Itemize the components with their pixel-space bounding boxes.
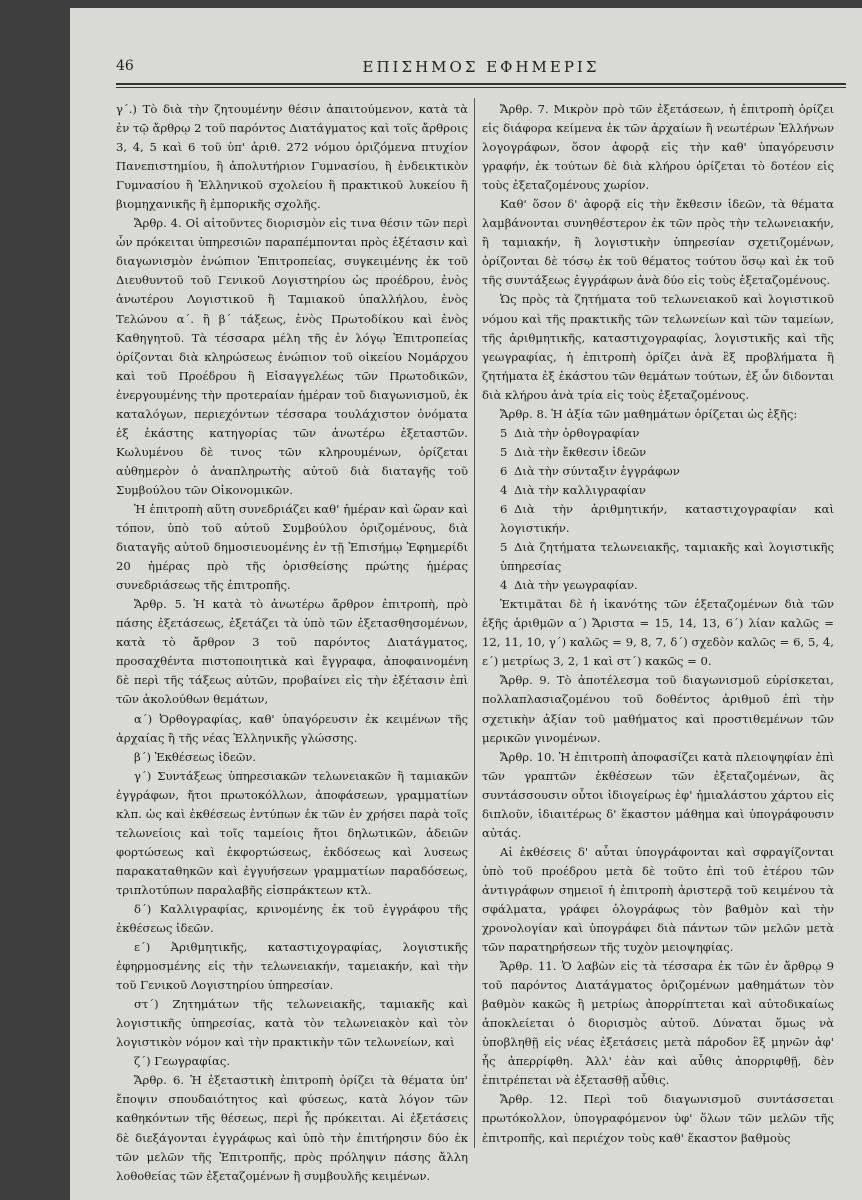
paragraph: Ἄρθρ. 7. Μικρὸν πρὸ τῶν ἐξετάσεων, ἡ ἐπιτροπὴ ὁρίζει εἰς διάφορα κείμενα ἐκ τῶν ἀρχαίων ἢ νεωτέρων Ἑλλήνων λογογράφων, ὅσον ἀφορᾷ εἰς τὴν καθ' ὑπαγόρευσιν γραφήν, ἐκ τούτων δὲ διὰ κλήρου ὁρίζεται τὸ δοτέον εἰς τοὺς ἐξεταζομένους χωρίον. <box>482 102 834 193</box>
paragraph: Ἄρθρ. 10. Ἡ ἐπιτροπὴ ἀποφασίζει κατὰ πλειοψηφίαν ἐπὶ τῶν γραπτῶν ἐκθέσεων τῶν ἐξεταζομένων, ἃς συντάσσουσιν οὗτοι ἰδιογείρως ἐφ' ἡμιαλάστου χάρτου εἰς διπλοῦν, ἰδιαιτέρως δ' ἕκαστον μάθημα καὶ ὑπογράφουσιν αὐτάς. <box>482 749 834 840</box>
page-header <box>116 58 846 84</box>
paragraph: Ἄρθρ. 4. Οἱ αἰτοῦντες διορισμὸν εἰς τινα θέσιν τῶν περὶ ὧν πρόκειται ὑπηρεσιῶν παραπέμπονται πρὸς ἐξέτασιν καὶ διαγωνισμὸν ἐνώπιον Ἐπιτροπείας, συγκειμένης ἐκ τοῦ Διευθυντοῦ τοῦ Γενικοῦ Λογιστηρίου ὡς προέδρου, ἑνὸς ἀνωτέρου Λογιστικοῦ ἢ Ταμιακοῦ ὑπαλλήλου, ἑνὸς Τελώνου α΄. ἢ β΄ τάξεως, ἑνὸς Πρωτοδίκου καὶ ἑνὸς Καθηγητοῦ. Τὰ τέσσαρα μέλη τῆς ἐν λόγῳ Ἐπιτροπείας ὁρίζονται διὰ κληρώσεως ἐνώπιον τοῦ οἰκείου Νομάρχου καὶ τοῦ Προέδρου ἢ Εἰσαγγελέως τῶν Πρωτοδικῶν, ἐνεργουμένης τὴν προτεραίαν ἡμέραν τοῦ διαγωνισμοῦ, ἐκ καταλόγων, περιεχόντων τέσσαρα τουλάχιστον ὀνόματα ἐξ ἑκάστης κατηγορίας τῶν ἀνωτέρω ἐξεταστῶν. Κωλυμένου δὲ τινος τῶν κληρουμένων, ὁρίζεται αὐθημερὸν ὁ ἀναπληρωτὴς αὐτοῦ διὰ διαταγῆς τοῦ Συμβούλου τῶν Οἰκονομικῶν. <box>116 216 468 497</box>
subject-value: 5 <box>500 425 508 440</box>
subject-value: 5 <box>500 444 508 459</box>
list-item <box>482 424 834 443</box>
subject-label: Διὰ τὴν γεωγραφίαν. <box>514 578 638 593</box>
page-number: 46 <box>116 58 134 74</box>
subject-value: 4 <box>500 482 508 497</box>
paragraph: Ἄρθρ. 11. Ὁ λαβὼν εἰς τὰ τέσσαρα ἐκ τῶν ἐν ἄρθρῳ 9 τοῦ παρόντος Διατάγματος ὁριζομένων μαθημάτων τὸν βαθμὸν κακῶς ἢ μετρίως ἀπορρίπτεται καὶ αὐτοδικαίως ἀποκλείεται ὁ διορισμὸς αὐτοῦ. Δύναται ὅμως νὰ ὑποβληθῇ εἰς νέας ἐξετάσεις μετὰ πάροδον ἓξ μηνῶν ἀφ' ἧς ἀπερρίφθη. Ἀλλ' ἐὰν καὶ αὖθις ἀπορριφθῇ, δὲν ἐπιτρέπεται νὰ ἐξετασθῇ αὖθις. <box>482 959 834 1088</box>
list-item <box>482 500 834 538</box>
list-item <box>482 538 834 576</box>
paragraph: Ἄρθρ. 12. Περὶ τοῦ διαγωνισμοῦ συντάσσεται πρωτόκολλον, ὑπογραφόμενον ὑφ' ὅλων τῶν μελῶν τῆς ἐπιτροπῆς, καὶ περιέχον τοὺς καθ' ἕκαστον βαθμοὺς <box>482 1092 834 1145</box>
paragraph: γ΄.) Τὸ διὰ τὴν ζητουμένην θέσιν ἀπαιτούμενον, κατὰ τὰ ἐν τῷ ἄρθρῳ 2 τοῦ παρόντος Διατάγματος καὶ τοῖς ἄρθροις 3, 4, 5 καὶ 6 τοῦ ὑπ' ἀριθ. 272 νόμου ὁριζόμενα πτυχίον Πανεπιστημίου, ἢ ἀπολυτήριον Γυμνασίου, ἢ ἐνδεικτικὸν Γυμνασίου ἢ Ἑλληνικοῦ σχολείου ἢ πρακτικοῦ λυκείου ἢ βιομηχανικῆς ἢ ἐμπορικῆς σχολῆς. <box>116 102 468 212</box>
page-sheet <box>70 8 862 1200</box>
paragraph: α΄) Ὀρθογραφίας, καθ' ὑπαγόρευσιν ἐκ κειμένων τῆς ἀρχαίας ἢ τῆς νέας Ἑλληνικῆς γλώσσης. <box>116 711 468 745</box>
header-rule <box>116 83 846 88</box>
subject-value: 6 <box>500 463 508 478</box>
paragraph: Ἄρθρ. 9. Τὸ ἀποτέλεσμα τοῦ διαγωνισμοῦ εὑρίσκεται, πολλαπλασιαζομένου τοῦ δοθέντος ἀριθμοῦ ἐπὶ τὴν σχετικὴν ἀξίαν τοῦ μαθήματος καὶ προστιθεμένων τῶν μερικῶν γινομένων. <box>482 673 834 745</box>
list-item <box>482 462 834 481</box>
paragraph: Ἄρθρ. 6. Ἡ ἐξεταστικὴ ἐπιτροπὴ ὁρίζει τὰ θέματα ὑπ' ἔποψιν σπουδαιότητος καὶ φύσεως, κατὰ λόγον τῶν καθηκόντων τῆς θέσεως, περὶ ἧς πρόκειται. Αἱ ἐξετάσεις δὲ διεξάγονται ἐγγράφως καὶ ὑπὸ τὴν ἐπιτήρησιν δύο ἐκ τῶν μελῶν τῆς Ἐπιτροπῆς, πρὸς πρόληψιν πάσης ἄλλη λοθοθείας τῶν ἐξεταζομένων ἢ συμβουλῆς κειμένων. <box>116 1073 468 1183</box>
subject-label: Διὰ τὴν ἔκθεσιν ἰδεῶν <box>514 444 647 459</box>
subject-label: Διὰ τὴν σύνταξιν ἐγγράφων <box>514 463 680 478</box>
left-column <box>116 100 468 1186</box>
paragraph: ε΄) Ἀριθμητικῆς, καταστιχογραφίας, λογιστικῆς ἐφηρμοσμένης εἰς τὴν τελωνειακήν, ταμειακήν, καὶ τὴν τοῦ Γενικοῦ Λογιστηρίου ὑπηρεσίαν. <box>116 940 468 993</box>
paragraph: Ἡ ἐπιτροπὴ αὕτη συνεδριάζει καθ' ἡμέραν καὶ ὥραν καὶ τόπον, ὑπὸ τοῦ αὐτοῦ Συμβούλου ὁριζομένους, διὰ διαταγῆς αὐτοῦ δημοσιευομένης ἐν τῇ Ἐπισήμῳ Ἐφημερίδι 20 ἡμέρας πρὸ τῆς ὁρισθείσης πρώτης ἡμέρας συνεδριάσεως τῆς ἐπιτροπῆς. <box>116 501 468 593</box>
paragraph: ζ΄) Γεωγραφίας. <box>134 1054 231 1069</box>
paragraph: δ΄) Καλλιγραφίας, κρινομένης ἐκ τοῦ ἐγγράφου τῆς ἐκθέσεως ἰδεῶν. <box>116 901 468 936</box>
subject-value: 5 <box>500 540 508 555</box>
paragraph: Ἄρθρ. 8. Ἡ ἀξία τῶν μαθημάτων ὁρίζεται ὡς ἑξῆς: <box>500 406 798 421</box>
paragraph: β΄) Ἐκθέσεως ἰδεῶν. <box>134 749 257 764</box>
right-column <box>482 100 834 1148</box>
paragraph: Ἐκτιμᾶται δὲ ἡ ἱκανότης τῶν ἐξεταζομένων διὰ τῶν ἑξῆς ἀριθμῶν α΄) Ἄριστα = 15, 14, 13, 6΄) λίαν καλῶς = 12, 11, 10, γ΄) καλῶς = 9, 8, 7, δ΄) σχεδὸν καλῶς = 6, 5, 4, ε΄) μετρίως 3, 2, 1 καὶ στ΄) κακῶς = 0. <box>482 597 834 669</box>
paragraph: Ἄρθρ. 5. Ἡ κατὰ τὸ ἀνωτέρω ἄρθρον ἐπιτροπὴ, πρὸ πάσης ἐξετάσεως, ἐξετάζει τὰ ὑπὸ τῶν ἐξετασθησομένων, κατὰ τὸ ἄρθρον 3 τοῦ παρόντος Διατάγματος, προσαχθέντα πιστοποιητικὰ καὶ ἔγγραφα, ἀποφαινομένη δὲ περὶ τῆς τάξεως αὐτῶν, προβαίνει εἰς τὴν ἐξέτασιν ἐπὶ τῶν ἀκολούθων θεμάτων, <box>116 597 468 707</box>
subject-label: Διὰ ζητήματα τελωνειακῆς, ταμιακῆς καὶ λογιστικῆς ὑπηρεσίας <box>500 540 834 574</box>
paragraph: στ΄) Ζητημάτων τῆς τελωνειακῆς, ταμιακῆς καὶ λογιστικῆς ὑπηρεσίας, κατὰ τὸν τελωνειακὸν καὶ τὸν λογιστικὸν νόμον καὶ τὴν πρακτικὴν τῶν τελωνείων, καὶ <box>116 997 468 1050</box>
list-item <box>482 481 834 500</box>
subject-value: 6 <box>500 501 508 516</box>
subject-label: Διὰ τὴν ὀρθογραφίαν <box>514 425 640 440</box>
paragraph: Ὡς πρὸς τὰ ζητήματα τοῦ τελωνειακοῦ καὶ λογιστικοῦ νόμου καὶ τῆς πρακτικῆς τῶν τελωνείων καὶ τῶν ταμείων, τῆς ἀριθμητικῆς, καταστιχογραφίας, λογιστικῆς καὶ τῆς γεωγραφίας, ἡ ἐπιτροπὴ ὁρίζει ἀνὰ ἓξ προβλήματα ἢ ζητήματα ἐξ ἑκάστου τῶν θεμάτων τούτων, ἐξ ὧν διδονται διὰ κλήρου ἀνὰ τρία εἰς τοὺς ἐξεταζομένους. <box>482 292 834 402</box>
journal-title: ΕΠΙΣΗΜΟΣ ΕΦΗΜΕΡΙΣ <box>362 58 600 76</box>
paragraph: γ΄) Συντάξεως ὑπηρεσιακῶν τελωνειακῶν ἢ ταμιακῶν ἐγγράφων, ἤτοι πρωτοκόλλων, ἀποφάσεων, γραμματίων κλπ. ὡς καὶ ἐκθέσεως ἐντύπων ἐκ τῶν ἐν χρήσει παρὰ τοῖς τελωνείοις καὶ τοῖς ταμείοις ἤτοι δηλωτικῶν, ἀδειῶν φορτώσεως καὶ ἐκφορτώσεως, ἐκδόσεως καὶ λυσεως παρακαταθηκῶν καὶ ἐγγυήσεων γραμματίων παραδόσεως, τριπλοτύπων παραλαβῆς εἰσπράκτεων κτλ. <box>116 768 468 897</box>
subject-label: Διὰ τὴν ἀριθμητικήν, καταστιχογραφίαν καὶ λογιστικήν. <box>500 501 834 536</box>
list-item <box>482 443 834 462</box>
paragraph: Αἱ ἐκθέσεις δ' αὗται ὑπογράφονται καὶ σφραγίζονται ὑπὸ τοῦ προέδρου μετὰ δὲ τοῦτο ἐπὶ τοῦ ἑτέρου τῶν ἀντιγράφων σημειοῖ ἡ ἐπιτροπὴ ἀριστερᾷ τοῦ κειμένου τὰ σφάλματα, γράφει ὁλογράφως τὸν βαθμὸν καὶ τὴν χρονολογίαν καὶ ὑπογράφει διὰ πάντων τῶν μελῶν μετὰ τῶν παρατηρήσεων τῆς τυχὸν μειοψηφίας. <box>482 844 834 955</box>
column-divider <box>474 98 475 1148</box>
subject-value: 4 <box>500 578 508 593</box>
list-item <box>482 576 834 595</box>
subject-label: Διὰ τὴν καλλιγραφίαν <box>514 482 646 497</box>
paragraph: Καθ' ὅσον δ' ἀφορᾷ εἰς τὴν ἔκθεσιν ἰδεῶν, τὰ θέματα λαμβάνονται συνηθέστερον ἐκ τῶν πρὸς τὴν τελωνειακήν, ἢ ταμιακήν, ἢ λογιστικὴν ὑπηρεσίαν σχετιζομένων, ὁρίζονται δὲ τόσῳ ἐκ τοῦ θέματος τούτου ὅσῳ καὶ ἐκ τοῦ τῆς συντάξεως ἐγγράφων ἀνὰ δύο εἰς τοὺς ἐξεταζομένους. <box>482 197 834 288</box>
